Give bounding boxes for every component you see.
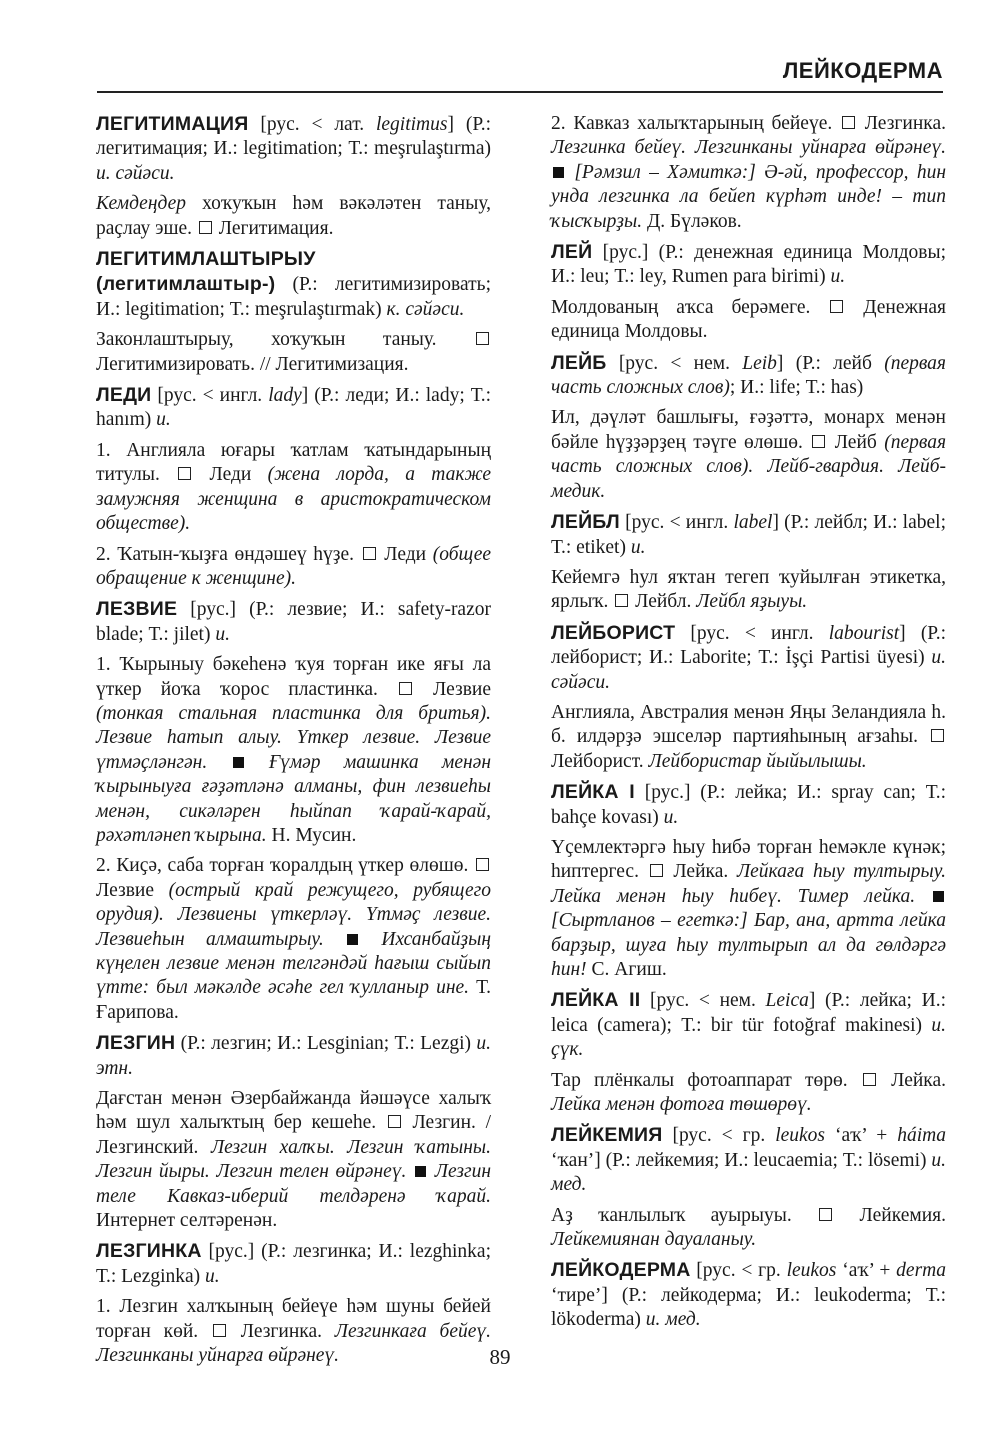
- part-of-speech: и.: [630, 536, 646, 558]
- running-header: ЛЕЙКОДЕРМА: [782, 58, 943, 83]
- left-column: [96, 112, 491, 1375]
- part-of-speech: и. сәйәси.: [96, 162, 175, 184]
- entry-leyb: [551, 351, 946, 401]
- examples: Лейка менән фотоға төшөрөү.: [551, 1094, 812, 1116]
- equivalents: ] (Р.: лейбл; И.: label; Т.: etiket): [551, 512, 946, 558]
- equivalents: ] (Р.: леди; И.: lady; Т.: hanım): [96, 385, 492, 431]
- translation: Лезгинка.: [240, 1320, 323, 1342]
- entry-ledi: [96, 383, 491, 433]
- part-of-speech: и.: [663, 806, 679, 828]
- sense-2: [551, 112, 946, 234]
- equivalents: [рус.] (Р.: лезгинка; И.: lezghinka; Т.: Lezginka): [96, 1241, 491, 1287]
- headword: ЛЕДИ: [96, 384, 152, 407]
- headword: ЛЕЙБ: [551, 351, 607, 374]
- translation-note: (острый край режущего, рубящего орудия). Лезвиены үткерләү. Үтмәҫ лезвие. Лезвиеһын алмаштырыу.: [96, 879, 491, 950]
- equivalents: [рус.] (Р.: лейка; И.: spray can; Т.: bahçe kovası): [551, 782, 946, 828]
- translation-note: (жена лорда, а также замужняя женщина в аристократическом обществе).: [96, 464, 492, 535]
- translation: Лейбл.: [635, 591, 692, 613]
- quotation: [Рәмзил – Хәмиткә:] Ә-әй, профессор, һин унда лезгинка ла бейеп күрһәт инде! – тип ҡысҡырҙы.: [551, 161, 947, 232]
- headword: ЛЕЙ: [551, 241, 593, 264]
- translation: Лезвие: [96, 879, 154, 901]
- equivalents: (Р.: легитимизировать; И.: legitimation; Т.: meşrulaştırmak): [96, 274, 491, 320]
- etymology-word: háima: [897, 1125, 947, 1147]
- translation: Лейка.: [673, 861, 729, 883]
- examples: Лезгинка бейеү. Лезгинканы уйнарға өйрәнеү.: [551, 137, 946, 159]
- definition: [551, 701, 946, 774]
- examples: Лезгинкаға бейеү. Лезгинканы уйнарға өйрәнеү.: [96, 1320, 492, 1367]
- sense-text: 1. Англияла юғары ҡатлам ҡатындарының титулы.: [96, 439, 491, 486]
- square-marker-icon: [363, 547, 376, 560]
- translation: Денежная единица Молдовы.: [551, 296, 947, 343]
- quotation: Ғүмәр машинка менән ҡырыныуға ғәҙәтләнә алманы, фин лезвиеһы менән, сикәләрен һыйпап ҡарай-ҡарай, рәхәтләнеп ҡырына.: [96, 751, 491, 846]
- square-marker-icon: [863, 1073, 876, 1086]
- headword: ЛЕГИТИМЛАШТЫРЫУ (легитимлаштыр-): [96, 248, 316, 296]
- etymology: [рус. < лат.: [260, 114, 376, 135]
- definition-text: Кейемгә һул яҡтан тегеп ҡуйылған этикетка, ярлыҡ.: [551, 566, 946, 613]
- etymology-word: label: [733, 512, 773, 534]
- definition: [551, 1204, 946, 1253]
- square-marker-icon: [650, 864, 663, 877]
- definition-text: Законлаштырыу, хоҡуҡын таныу.: [96, 329, 437, 351]
- headword: ЛЕЙБЛ: [551, 511, 620, 534]
- sense-text: 2. Кавказ халыҡтарының бейеүе.: [551, 113, 833, 134]
- examples: Лезгин халҡы. Лезгин ҡатыны. Лезгин йыры. Лезгин телен өйрәнеү.: [96, 1136, 491, 1183]
- etymology: [рус. < ингл.: [675, 622, 829, 644]
- etymology: [рус. < нем.: [606, 352, 743, 374]
- translation: Легитимизировать. // Легитимизация.: [96, 353, 409, 375]
- definition: [96, 192, 491, 241]
- translation-note: (первая часть сложных слов). Лейб-гвардия. Лейб-медик.: [551, 431, 947, 502]
- part-of-speech: и. мед.: [645, 1309, 701, 1331]
- entry-legitimatsiya: [96, 112, 491, 186]
- headword: ЛЕЙКОДЕРМА: [551, 1259, 691, 1282]
- definition-text: Ил, дәүләт башлығы, ғәҙәттә, монарх менән бәйле һүҙҙәрҙең тәүге өлөшө.: [551, 407, 946, 453]
- headword: ЛЕЗВИЕ: [96, 598, 178, 621]
- part-of-speech: и. сәйәси.: [551, 647, 946, 693]
- translation: Лезгинка.: [864, 113, 946, 134]
- square-marker-icon: [476, 858, 489, 871]
- sense-1: [96, 653, 491, 848]
- definition: [551, 296, 946, 345]
- entry-lezvie: [96, 597, 491, 647]
- square-marker-icon: [178, 467, 191, 480]
- equivalents-note: (первая часть сложных слов): [551, 352, 946, 399]
- entry-lezgin: [96, 1031, 491, 1081]
- quotation-author: Д. Бүләков.: [646, 210, 742, 232]
- definition-text: Үҫемлектәргә һыу һибә торған һемәкле күнәк; һиптергес.: [551, 836, 946, 883]
- definition-text: Молдованың аҡса берәмеге.: [551, 296, 811, 318]
- translation: Леди: [209, 464, 252, 486]
- etymology-word: Leib: [742, 352, 777, 374]
- examples: Лейбористар йыйылышы.: [648, 750, 867, 772]
- definition-text: Тар плёнкалы фотоаппарат төрө.: [551, 1069, 848, 1091]
- translation: Легитимация.: [218, 217, 334, 239]
- quotation-author: Н. Мусин.: [271, 824, 357, 846]
- square-marker-icon: [476, 332, 489, 345]
- part-of-speech: и. мед.: [551, 1149, 946, 1196]
- headword: ЛЕГИТИМАЦИЯ: [96, 113, 249, 135]
- etymology-word: lady: [268, 385, 302, 407]
- part-of-speech: и. ҫүк.: [551, 1014, 946, 1061]
- translation: Лейб: [834, 431, 877, 453]
- quotation: [Сыртланов – егеткә:] Бар, ана, артта лейка барҙыр, шуға һыу тултырып ал да гөлдәргә һин!: [551, 910, 946, 980]
- headword: ЛЕЙКА II: [551, 989, 641, 1012]
- entry-leyborist: [551, 621, 946, 695]
- filled-square-icon: [415, 1166, 426, 1177]
- definition-text: хоҡуҡын һәм вәкәләтен таныу, раҫлау эше.: [96, 193, 491, 239]
- sense-1: [96, 439, 491, 537]
- quotation-author: С. Агиш.: [591, 959, 667, 980]
- right-column: [551, 112, 946, 1339]
- filled-square-icon: [233, 757, 244, 768]
- entry-leybl: [551, 510, 946, 560]
- translation: Лейборист.: [551, 750, 644, 772]
- square-marker-icon: [399, 682, 412, 695]
- equivalents: ] (Р.: лейборист; И.: Laborite; Т.: İşçi Partisi üyesi): [551, 622, 947, 669]
- translation-note: (тонкая стальная пластинка для бритья). Лезвие һатып алыу. Үткер лезвие. Лезвие үтмәҫләнгән.: [96, 702, 491, 773]
- sense-2: [96, 543, 491, 592]
- entry-leykemiya: [551, 1123, 946, 1197]
- square-marker-icon: [388, 1115, 401, 1128]
- filled-square-icon: [933, 891, 944, 902]
- square-marker-icon: [812, 435, 825, 448]
- sense-text: 2. Киҫә, саба торған ҡоралдың үткер өлөшө.: [96, 855, 469, 877]
- sense-text: 1. Ҡырыныу бәкеһенә ҡуя торған ике яғы ла үткер йоҡа ҡорос пластинка.: [96, 654, 491, 700]
- etymology: [рус. < гр.: [690, 1260, 787, 1282]
- examples: Лейкемиянан дауаланыу.: [551, 1229, 757, 1251]
- definition: [96, 328, 491, 377]
- entry-leyka-1: [551, 780, 946, 830]
- entry-lezginka: [96, 1239, 491, 1289]
- examples: Лейкаға һыу тултырыу. Лейка менән һыу һибеү. Тимер лейка.: [551, 861, 947, 907]
- quotation: Ихсанбайҙың күңелен лезвие менән телгәндәй һағыш сыйып үтте: был мәкәлде әсәһе гел ҡулланыр ине.: [96, 928, 491, 999]
- translation: Лейкемия.: [859, 1204, 946, 1226]
- square-marker-icon: [199, 221, 212, 234]
- equivalents: [рус.] (Р.: лезвие; И.: safety-razor blade; Т.: jilet): [96, 599, 491, 645]
- definition: [96, 1087, 491, 1233]
- equivalents: ] (Р.: лейб: [776, 352, 885, 374]
- headword: ЛЕЗГИН: [96, 1032, 176, 1055]
- square-marker-icon: [615, 594, 628, 607]
- page-number: 89: [489, 1345, 511, 1369]
- equivalents: (Р.: лезгин; И.: Lesginian; Т.: Lezgi): [175, 1033, 477, 1055]
- square-marker-icon: [213, 1324, 226, 1337]
- translation: Лейка.: [891, 1069, 947, 1091]
- square-marker-icon: [842, 116, 855, 129]
- square-marker-icon: [819, 1208, 832, 1221]
- header-rule: [97, 91, 943, 93]
- etymology: [рус. < нем.: [640, 990, 766, 1012]
- headword: ЛЕЙБОРИСТ: [551, 621, 676, 644]
- etymology-gloss: ‘аҡ’ +: [825, 1125, 898, 1147]
- quotation-author: Т. Ғарипова.: [96, 977, 492, 1023]
- etymology-gloss: ‘аҡ’ +: [836, 1260, 897, 1282]
- etymology: [рус. < ингл.: [619, 512, 734, 534]
- etymology-word: legitimus: [375, 114, 448, 135]
- part-of-speech: и.: [205, 1265, 220, 1287]
- translation: Лезвие: [433, 678, 491, 700]
- sense-text: 2. Ҡатын-ҡыҙға өндәшеү һүҙе.: [96, 543, 355, 565]
- filled-square-icon: [553, 167, 564, 178]
- definition: [551, 406, 946, 504]
- equivalents: ‘тире’] (Р.: лейкодерма; И.: leukoderma; Т.: lökoderma): [551, 1284, 946, 1331]
- definition-text: Англияла, Австралия менән Яңы Зеландияла һ. б. илдәрҙә эшселәр партияһының ағзаһы.: [551, 701, 946, 748]
- etymology: [рус. < ингл.: [151, 385, 269, 407]
- examples: Лейбл яҙыуы.: [696, 591, 808, 613]
- entry-leykoderma: [551, 1258, 946, 1332]
- definition-text: Дағстан менән Әзербайжанда йәшәүсе халыҡ һәм шул халыҡтың бер кешеһе.: [96, 1088, 491, 1134]
- definition-text: Аҙ ҡанлылыҡ ауырыуы.: [551, 1204, 792, 1226]
- entry-legitimlashtyryu: [96, 247, 491, 322]
- headword: ЛЕЗГИНКА: [96, 1240, 202, 1263]
- part-of-speech: к. сәйәси.: [386, 298, 465, 320]
- part-of-speech: и. этн.: [96, 1033, 491, 1079]
- equivalents: ] (Р.: легитимация; И.: legitimation; Т.: meşrulaştırma): [96, 114, 492, 160]
- equivalents: ] (Р.: лейка; И.: leica (camera); Т.: bir tür fotoğraf makinesi): [551, 990, 946, 1036]
- entry-ley: [551, 240, 946, 290]
- entry-leyka-2: [551, 988, 946, 1062]
- translation: Леди: [384, 543, 427, 565]
- square-marker-icon: [931, 729, 944, 742]
- definition: [551, 836, 946, 982]
- definition: [551, 1069, 946, 1118]
- sense-text: 1. Лезгин халҡының бейеүе һәм шуны бейей торған көй.: [96, 1296, 491, 1342]
- definition: [551, 566, 946, 615]
- headword: ЛЕЙКА I: [551, 781, 635, 804]
- etymology-word: Leica: [765, 990, 809, 1012]
- etymology: [рус. < гр.: [662, 1125, 776, 1147]
- etymology-word: derma: [896, 1260, 946, 1282]
- square-marker-icon: [830, 300, 843, 313]
- translation: Лезгин. / Лезгинский.: [96, 1112, 491, 1158]
- etymology-word: leukos: [786, 1260, 837, 1282]
- filled-square-icon: [347, 934, 358, 945]
- part-of-speech: и.: [215, 623, 230, 645]
- part-of-speech: и.: [830, 266, 846, 288]
- part-of-speech: и.: [156, 409, 171, 431]
- equivalents-tail: ; И.: life; Т.: has): [729, 377, 864, 399]
- sense-2: [96, 854, 491, 1025]
- quotation: Лезгин теле Кавказ-иберий телдәренә ҡарай.: [96, 1161, 492, 1207]
- etymology-word: leukos: [775, 1125, 826, 1147]
- equivalents: ‘ҡан’] (Р.: лейкемия; И.: leucaemia; Т.: lösemi): [551, 1149, 932, 1171]
- etymology-word: labourist: [828, 622, 900, 644]
- headword: ЛЕЙКЕМИЯ: [551, 1124, 663, 1147]
- translation-note: (общее обращение к женщине).: [96, 543, 492, 589]
- quotation-author: Интернет селтәренән.: [96, 1210, 278, 1232]
- definition-italic: Кемдеңдер: [96, 193, 187, 215]
- equivalents: [рус.] (Р.: денежная единица Молдовы; И.: leu; Т.: ley, Rumen para birimi): [551, 242, 946, 288]
